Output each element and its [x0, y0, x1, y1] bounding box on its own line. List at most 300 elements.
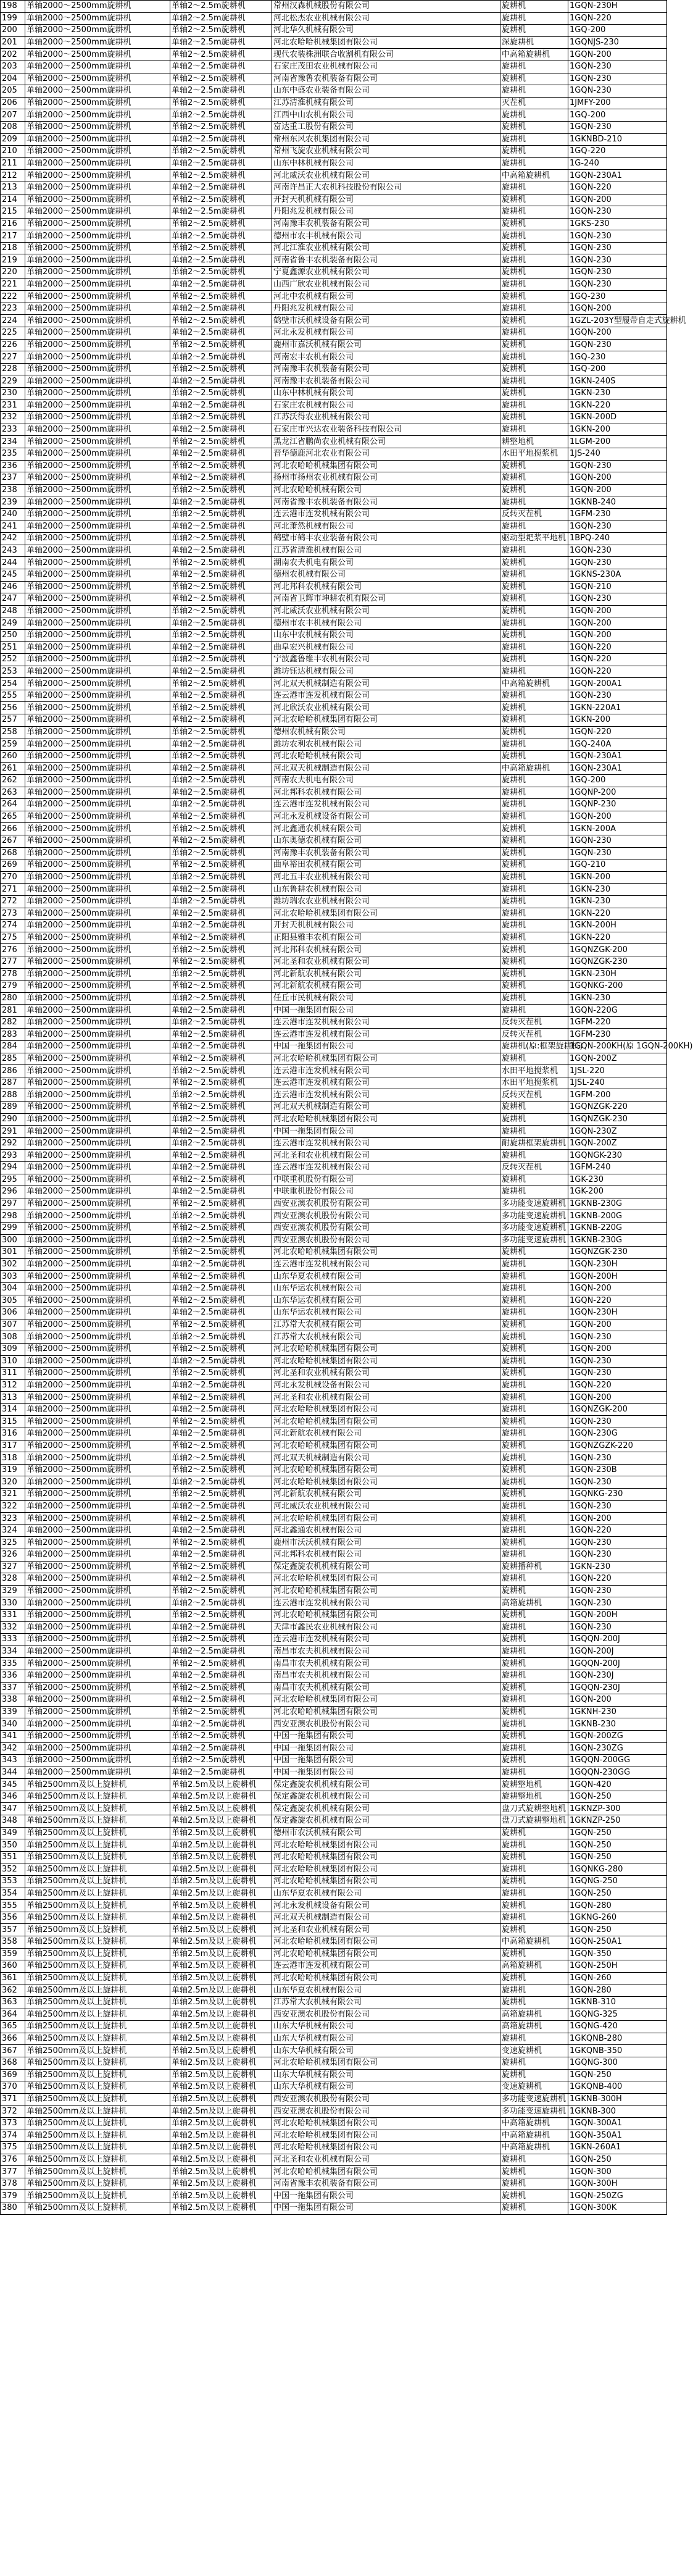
product-name-cell: 旋耕机: [500, 593, 568, 606]
model-cell: 1GQN-230J: [568, 1670, 667, 1682]
row-number-cell: 377: [1, 2166, 25, 2178]
model-cell: 1GFM-240: [568, 1162, 667, 1174]
model-cell: 1GQN-230H: [568, 1258, 667, 1271]
row-number-cell: 267: [1, 835, 25, 847]
manufacturer-cell: 山东华运农机械有限公司: [272, 1307, 500, 1319]
sub-category-cell: 单轴2.5m及以上旋耕机: [170, 2130, 272, 2142]
model-cell: 1GQN-200: [568, 194, 667, 206]
item-category-cell: 单轴2500mm及以上旋耕机: [25, 1948, 170, 1960]
model-cell: 1GKN-200: [568, 714, 667, 727]
item-category-cell: 单轴2000～2500mm旋耕机: [25, 1247, 170, 1259]
table-row: [1, 1900, 667, 1912]
manufacturer-cell: 河北农哈哈机械集团有限公司: [272, 1972, 500, 1984]
table-row: [1, 73, 667, 85]
model-cell: 1GQN-230: [568, 278, 667, 291]
item-category-cell: 单轴2000～2500mm旋耕机: [25, 436, 170, 448]
product-name-cell: 旋耕机: [500, 1755, 568, 1767]
manufacturer-cell: 西安亚澳农机股份有限公司: [272, 2106, 500, 2118]
item-category-cell: 单轴2500mm及以上旋耕机: [25, 1827, 170, 1839]
product-name-cell: 旋耕机: [500, 1537, 568, 1549]
product-name-cell: 旋耕机: [500, 1900, 568, 1912]
model-cell: 1GKNB-220G: [568, 1222, 667, 1234]
sub-category-cell: 单轴2～2.5m旋耕机: [170, 811, 272, 823]
manufacturer-cell: 南昌市农夫机机械有限公司: [272, 1670, 500, 1682]
model-cell: 1GQN-250: [568, 1827, 667, 1839]
row-number-cell: 358: [1, 1936, 25, 1949]
sub-category-cell: 单轴2～2.5m旋耕机: [170, 412, 272, 424]
item-category-cell: 单轴2000～2500mm旋耕机: [25, 920, 170, 932]
model-cell: 1GQN-230H: [568, 1, 667, 13]
item-category-cell: 单轴2000～2500mm旋耕机: [25, 787, 170, 799]
product-name-cell: 旋耕机: [500, 1113, 568, 1126]
row-number-cell: 344: [1, 1767, 25, 1779]
manufacturer-cell: 中国一拖集团有限公司: [272, 1041, 500, 1053]
table-row: [1, 1041, 667, 1053]
manufacturer-cell: 山东中农机械有限公司: [272, 629, 500, 642]
product-name-cell: 多功能变速旋耕机: [500, 2106, 568, 2118]
row-number-cell: 299: [1, 1222, 25, 1234]
sub-category-cell: 单轴2～2.5m旋耕机: [170, 1234, 272, 1247]
product-name-cell: 旋耕机: [500, 775, 568, 787]
model-cell: 1GQQN-230J: [568, 1682, 667, 1694]
row-number-cell: 280: [1, 992, 25, 1005]
table-row: [1, 1476, 667, 1489]
product-name-cell: 旋耕机: [500, 895, 568, 908]
model-cell: 1GQN-250: [568, 1924, 667, 1936]
sub-category-cell: 单轴2～2.5m旋耕机: [170, 1500, 272, 1513]
item-category-cell: 单轴2000～2500mm旋耕机: [25, 97, 170, 109]
manufacturer-cell: 河北农哈哈机械集团有限公司: [272, 1355, 500, 1368]
table-row: [1, 1307, 667, 1319]
product-name-cell: 旋耕机: [500, 859, 568, 872]
table-row: [1, 2130, 667, 2142]
manufacturer-cell: 连云港市连发机械有限公司: [272, 799, 500, 811]
product-name-cell: 旋耕机: [500, 194, 568, 206]
item-category-cell: 单轴2000～2500mm旋耕机: [25, 375, 170, 388]
table-row: [1, 436, 667, 448]
manufacturer-cell: 湖南农夫机电有限公司: [272, 557, 500, 569]
table-row: [1, 1489, 667, 1501]
row-number-cell: 314: [1, 1403, 25, 1416]
item-category-cell: 单轴2000～2500mm旋耕机: [25, 1053, 170, 1065]
row-number-cell: 228: [1, 363, 25, 375]
row-number-cell: 235: [1, 448, 25, 460]
manufacturer-cell: 河北农哈哈机械集团有限公司: [272, 1948, 500, 1960]
table-row: [1, 1524, 667, 1537]
row-number-cell: 247: [1, 593, 25, 606]
product-name-cell: 旋耕机: [500, 738, 568, 751]
sub-category-cell: 单轴2.5m及以上旋耕机: [170, 2081, 272, 2094]
model-cell: 1GKN-220: [568, 399, 667, 412]
row-number-cell: 348: [1, 1815, 25, 1828]
manufacturer-cell: 河南省豫丰农机装备有限公司: [272, 496, 500, 509]
sub-category-cell: 单轴2～2.5m旋耕机: [170, 1428, 272, 1441]
item-category-cell: 单轴2000～2500mm旋耕机: [25, 1464, 170, 1476]
model-cell: 1GQN-200: [568, 1513, 667, 1525]
sub-category-cell: 单轴2～2.5m旋耕机: [170, 702, 272, 714]
sub-category-cell: 单轴2～2.5m旋耕机: [170, 1198, 272, 1210]
sub-category-cell: 单轴2.5m及以上旋耕机: [170, 1803, 272, 1815]
item-category-cell: 单轴2000～2500mm旋耕机: [25, 1440, 170, 1452]
sub-category-cell: 单轴2～2.5m旋耕机: [170, 1476, 272, 1489]
row-number-cell: 229: [1, 375, 25, 388]
manufacturer-cell: 鹿州市嘉沃机械有限公司: [272, 339, 500, 351]
model-cell: 1GQN-230: [568, 1368, 667, 1380]
model-cell: 1GKN-200: [568, 871, 667, 884]
model-cell: 1GQNGK-230: [568, 1150, 667, 1162]
product-name-cell: 旋耕机: [500, 1150, 568, 1162]
item-category-cell: 单轴2000～2500mm旋耕机: [25, 1658, 170, 1670]
sub-category-cell: 单轴2～2.5m旋耕机: [170, 847, 272, 859]
row-number-cell: 364: [1, 2009, 25, 2021]
product-name-cell: 旋耕机: [500, 460, 568, 472]
item-category-cell: 单轴2000～2500mm旋耕机: [25, 1755, 170, 1767]
table-row: [1, 1174, 667, 1186]
item-category-cell: 单轴2000～2500mm旋耕机: [25, 1282, 170, 1295]
sub-category-cell: 单轴2～2.5m旋耕机: [170, 569, 272, 581]
item-category-cell: 单轴2000～2500mm旋耕机: [25, 278, 170, 291]
sub-category-cell: 单轴2～2.5m旋耕机: [170, 388, 272, 400]
row-number-cell: 262: [1, 775, 25, 787]
model-cell: 1GQN-250: [568, 1851, 667, 1863]
product-name-cell: 深旋耕机: [500, 36, 568, 49]
table-row: [1, 629, 667, 642]
sub-category-cell: 单轴2.5m及以上旋耕机: [170, 1924, 272, 1936]
product-name-cell: 旋耕机: [500, 1646, 568, 1658]
product-name-cell: 盘刀式旋耕整地机: [500, 1815, 568, 1828]
manufacturer-cell: 连云港市连发机械有限公司: [272, 1029, 500, 1041]
manufacturer-cell: 连云港市连发机械有限公司: [272, 690, 500, 702]
product-name-cell: 旋耕机: [500, 956, 568, 968]
model-cell: 1GQN-230ZG: [568, 1742, 667, 1755]
row-number-cell: 258: [1, 726, 25, 738]
model-cell: 1GQNJS-230: [568, 36, 667, 49]
table-row: [1, 2117, 667, 2130]
item-category-cell: 单轴2000～2500mm旋耕机: [25, 484, 170, 496]
sub-category-cell: 单轴2～2.5m旋耕机: [170, 1440, 272, 1452]
product-name-cell: 旋耕机: [500, 1295, 568, 1307]
model-cell: 1GQN-200: [568, 484, 667, 496]
product-name-cell: 旋耕机: [500, 1126, 568, 1138]
item-category-cell: 单轴2500mm及以上旋耕机: [25, 1803, 170, 1815]
table-row: [1, 1271, 667, 1283]
model-cell: 1GQN-230: [568, 545, 667, 557]
item-category-cell: 单轴2000～2500mm旋耕机: [25, 460, 170, 472]
sub-category-cell: 单轴2～2.5m旋耕机: [170, 424, 272, 436]
row-number-cell: 301: [1, 1247, 25, 1259]
item-category-cell: 单轴2500mm及以上旋耕机: [25, 2166, 170, 2178]
manufacturer-cell: 河北农哈哈机械有限公司: [272, 750, 500, 763]
model-cell: 1GQN-220G: [568, 1005, 667, 1017]
row-number-cell: 359: [1, 1948, 25, 1960]
model-cell: 1GQNP-230: [568, 799, 667, 811]
row-number-cell: 303: [1, 1271, 25, 1283]
row-number-cell: 227: [1, 351, 25, 364]
product-name-cell: 旋耕机: [500, 315, 568, 327]
table-row: [1, 1452, 667, 1465]
product-name-cell: 旋耕机: [500, 1670, 568, 1682]
manufacturer-cell: 南昌市农夫机机械有限公司: [272, 1658, 500, 1670]
table-row: [1, 1005, 667, 1017]
product-name-cell: 旋耕机: [500, 73, 568, 85]
product-name-cell: 旋耕机: [500, 399, 568, 412]
manufacturer-cell: 潍坊瑞农农业机械有限公司: [272, 895, 500, 908]
table-row: [1, 1888, 667, 1900]
item-category-cell: 单轴2500mm及以上旋耕机: [25, 1996, 170, 2009]
product-name-cell: 旋耕机: [500, 1585, 568, 1597]
sub-category-cell: 单轴2.5m及以上旋耕机: [170, 1996, 272, 2009]
row-number-cell: 231: [1, 399, 25, 412]
manufacturer-cell: 江苏常大农机械有限公司: [272, 1319, 500, 1331]
model-cell: 1GKQNB-400: [568, 2081, 667, 2094]
model-cell: 1GQN-220: [568, 666, 667, 678]
product-name-cell: 旋耕机: [500, 1851, 568, 1863]
item-category-cell: 单轴2000～2500mm旋耕机: [25, 1489, 170, 1501]
sub-category-cell: 单轴2～2.5m旋耕机: [170, 726, 272, 738]
product-name-cell: 旋耕机: [500, 920, 568, 932]
item-category-cell: 单轴2000～2500mm旋耕机: [25, 823, 170, 835]
row-number-cell: 332: [1, 1621, 25, 1634]
item-category-cell: 单轴2000～2500mm旋耕机: [25, 1537, 170, 1549]
table-row: [1, 1016, 667, 1029]
product-name-cell: 旋耕机: [500, 981, 568, 993]
row-number-cell: 335: [1, 1658, 25, 1670]
item-category-cell: 单轴2000～2500mm旋耕机: [25, 1222, 170, 1234]
table-row: [1, 1718, 667, 1731]
model-cell: 1GQN-250: [568, 1791, 667, 1803]
model-cell: 1GQN-200: [568, 629, 667, 642]
product-name-cell: 旋耕机: [500, 1053, 568, 1065]
item-category-cell: 单轴2000～2500mm旋耕机: [25, 1005, 170, 1017]
sub-category-cell: 单轴2～2.5m旋耕机: [170, 1718, 272, 1731]
sub-category-cell: 单轴2～2.5m旋耕机: [170, 799, 272, 811]
item-category-cell: 单轴2000～2500mm旋耕机: [25, 1549, 170, 1562]
model-cell: 1GQN-300A1: [568, 2117, 667, 2130]
item-category-cell: 单轴2000～2500mm旋耕机: [25, 291, 170, 303]
sub-category-cell: 单轴2～2.5m旋耕机: [170, 1682, 272, 1694]
product-name-cell: 旋耕机: [500, 412, 568, 424]
sub-category-cell: 单轴2～2.5m旋耕机: [170, 1247, 272, 1259]
model-cell: 1GQ-230: [568, 291, 667, 303]
manufacturer-cell: 河北鑫通农机械有限公司: [272, 823, 500, 835]
manufacturer-cell: 中国一拖集团有限公司: [272, 1126, 500, 1138]
model-cell: 1GQN-200: [568, 605, 667, 617]
item-category-cell: 单轴2000～2500mm旋耕机: [25, 847, 170, 859]
manufacturer-cell: 山东华夏农机械有限公司: [272, 1984, 500, 1997]
row-number-cell: 304: [1, 1282, 25, 1295]
model-cell: 1GQN-220: [568, 726, 667, 738]
product-name-cell: 变速旋耕机: [500, 2045, 568, 2057]
row-number-cell: 244: [1, 557, 25, 569]
table-row: [1, 303, 667, 315]
item-category-cell: 单轴2000～2500mm旋耕机: [25, 351, 170, 364]
item-category-cell: 单轴2000～2500mm旋耕机: [25, 1126, 170, 1138]
item-category-cell: 单轴2000～2500mm旋耕机: [25, 1029, 170, 1041]
table-row: [1, 1295, 667, 1307]
table-row: [1, 121, 667, 133]
item-category-cell: 单轴2000～2500mm旋耕机: [25, 811, 170, 823]
model-cell: 1GQN-230: [568, 1597, 667, 1610]
manufacturer-cell: 山东中盛农业装备有限公司: [272, 85, 500, 98]
item-category-cell: 单轴2000～2500mm旋耕机: [25, 1524, 170, 1537]
item-category-cell: 单轴2000～2500mm旋耕机: [25, 1742, 170, 1755]
table-row: [1, 363, 667, 375]
row-number-cell: 205: [1, 85, 25, 98]
model-cell: 1GQN-200: [568, 811, 667, 823]
model-cell: 1GQN-220: [568, 654, 667, 666]
sub-category-cell: 单轴2.5m及以上旋耕机: [170, 1900, 272, 1912]
table-row: [1, 1392, 667, 1404]
model-cell: 1GQNP-200: [568, 787, 667, 799]
table-row: [1, 654, 667, 666]
manufacturer-cell: 潍坊钰达机械有限公司: [272, 666, 500, 678]
row-number-cell: 252: [1, 654, 25, 666]
item-category-cell: 单轴2500mm及以上旋耕机: [25, 2202, 170, 2215]
sub-category-cell: 单轴2～2.5m旋耕机: [170, 1537, 272, 1549]
manufacturer-cell: 任丘市民机械有限公司: [272, 992, 500, 1005]
product-name-cell: 高箱旋耕机: [500, 1597, 568, 1610]
table-row: [1, 1609, 667, 1621]
row-number-cell: 217: [1, 230, 25, 243]
manufacturer-cell: 河北新航农机械有限公司: [272, 1428, 500, 1441]
item-category-cell: 单轴2500mm及以上旋耕机: [25, 1912, 170, 1924]
model-cell: 1GQN-250H: [568, 1960, 667, 1973]
model-cell: 1GQN-200: [568, 472, 667, 485]
table-row: [1, 2093, 667, 2106]
item-category-cell: 单轴2500mm及以上旋耕机: [25, 1815, 170, 1828]
model-cell: 1GQNG-300: [568, 2057, 667, 2069]
manufacturer-cell: 河北农哈哈机械集团有限公司: [272, 2057, 500, 2069]
item-category-cell: 单轴2500mm及以上旋耕机: [25, 1936, 170, 1949]
manufacturer-cell: 山东中林机械有限公司: [272, 388, 500, 400]
item-category-cell: 单轴2000～2500mm旋耕机: [25, 206, 170, 219]
manufacturer-cell: 潍坊农利农机械有限公司: [272, 738, 500, 751]
row-number-cell: 371: [1, 2093, 25, 2106]
row-number-cell: 339: [1, 1706, 25, 1718]
model-cell: 1GKN-200H: [568, 920, 667, 932]
table-row: [1, 1331, 667, 1344]
table-row: [1, 666, 667, 678]
table-row: [1, 1767, 667, 1779]
sub-category-cell: 单轴2.5m及以上旋耕机: [170, 1851, 272, 1863]
manufacturer-cell: 河南豫丰农机装备有限公司: [272, 218, 500, 230]
row-number-cell: 373: [1, 2117, 25, 2130]
product-name-cell: 旋耕机: [500, 230, 568, 243]
sub-category-cell: 单轴2～2.5m旋耕机: [170, 363, 272, 375]
manufacturer-cell: 河北农哈哈机械集团有限公司: [272, 1863, 500, 1876]
table-row: [1, 1355, 667, 1368]
product-name-cell: 旋耕机: [500, 642, 568, 654]
manufacturer-cell: 鹿州市沃沃机械有限公司: [272, 1537, 500, 1549]
row-number-cell: 209: [1, 133, 25, 146]
table-body: [1, 1, 693, 2215]
sub-category-cell: 单轴2～2.5m旋耕机: [170, 859, 272, 872]
row-number-cell: 276: [1, 944, 25, 956]
product-name-cell: 旋耕机: [500, 1440, 568, 1452]
item-category-cell: 单轴2000～2500mm旋耕机: [25, 109, 170, 122]
model-cell: 1GK-230: [568, 1174, 667, 1186]
manufacturer-cell: 德州市农丰机械有限公司: [272, 617, 500, 630]
model-cell: 1GQ-210: [568, 859, 667, 872]
product-name-cell: 反转灭茬机: [500, 508, 568, 521]
table-row: [1, 388, 667, 400]
item-category-cell: 单轴2000～2500mm旋耕机: [25, 1573, 170, 1586]
product-name-cell: 旋耕机: [500, 1416, 568, 1428]
item-category-cell: 单轴2000～2500mm旋耕机: [25, 1561, 170, 1573]
item-category-cell: 单轴2500mm及以上旋耕机: [25, 1779, 170, 1791]
row-number-cell: 266: [1, 823, 25, 835]
sub-category-cell: 单轴2～2.5m旋耕机: [170, 49, 272, 61]
product-name-cell: 旋耕机: [500, 1524, 568, 1537]
model-cell: 1GKNBD-210: [568, 133, 667, 146]
table-row: [1, 1282, 667, 1295]
sub-category-cell: 单轴2～2.5m旋耕机: [170, 1113, 272, 1126]
model-cell: 1GKNB-230G: [568, 1234, 667, 1247]
table-row: [1, 835, 667, 847]
table-row: [1, 1403, 667, 1416]
manufacturer-cell: 石家庄市兴达农业装备科技有限公司: [272, 424, 500, 436]
row-number-cell: 366: [1, 2033, 25, 2045]
manufacturer-cell: 南昌市农夫机机械有限公司: [272, 1646, 500, 1658]
sub-category-cell: 单轴2～2.5m旋耕机: [170, 436, 272, 448]
manufacturer-cell: 山东鲁耕农机械有限公司: [272, 884, 500, 896]
row-number-cell: 249: [1, 617, 25, 630]
model-cell: 1GQN-220: [568, 1379, 667, 1392]
item-category-cell: 单轴2000～2500mm旋耕机: [25, 968, 170, 981]
row-number-cell: 372: [1, 2106, 25, 2118]
product-name-cell: 旋耕机: [500, 1767, 568, 1779]
sub-category-cell: 单轴2～2.5m旋耕机: [170, 12, 272, 25]
sub-category-cell: 单轴2～2.5m旋耕机: [170, 533, 272, 545]
sub-category-cell: 单轴2～2.5m旋耕机: [170, 315, 272, 327]
row-number-cell: 338: [1, 1694, 25, 1707]
product-name-cell: 旋耕机: [500, 388, 568, 400]
item-category-cell: 单轴2500mm及以上旋耕机: [25, 2045, 170, 2057]
item-category-cell: 单轴2000～2500mm旋耕机: [25, 1730, 170, 1742]
product-name-cell: 旋耕机: [500, 1102, 568, 1114]
item-category-cell: 单轴2000～2500mm旋耕机: [25, 871, 170, 884]
sub-category-cell: 单轴2.5m及以上旋耕机: [170, 1948, 272, 1960]
sub-category-cell: 单轴2～2.5m旋耕机: [170, 593, 272, 606]
sub-category-cell: 单轴2～2.5m旋耕机: [170, 1621, 272, 1634]
manufacturer-cell: 河北圣和农业机械有限公司: [272, 1392, 500, 1404]
model-cell: 1GKNG-260: [568, 1912, 667, 1924]
item-category-cell: 单轴2500mm及以上旋耕机: [25, 1888, 170, 1900]
manufacturer-cell: 河北永发机械有限公司: [272, 327, 500, 340]
table-row: [1, 1162, 667, 1174]
item-category-cell: 单轴2500mm及以上旋耕机: [25, 1924, 170, 1936]
manufacturer-cell: 河北农哈哈机械集团有限公司: [272, 1936, 500, 1949]
sub-category-cell: 单轴2～2.5m旋耕机: [170, 1755, 272, 1767]
product-name-cell: 旋耕机: [500, 85, 568, 98]
product-name-cell: 旋耕机: [500, 1355, 568, 1368]
item-category-cell: 单轴2000～2500mm旋耕机: [25, 496, 170, 509]
manufacturer-cell: 曲阜宏兴机械有限公司: [272, 642, 500, 654]
product-name-cell: 旋耕机: [500, 254, 568, 267]
product-name-cell: 旋耕机: [500, 1392, 568, 1404]
item-category-cell: 单轴2000～2500mm旋耕机: [25, 424, 170, 436]
model-cell: 1GQN-230: [568, 1537, 667, 1549]
table-row: [1, 1621, 667, 1634]
table-row: [1, 1137, 667, 1150]
table-row: [1, 787, 667, 799]
item-category-cell: 单轴2000～2500mm旋耕机: [25, 339, 170, 351]
item-category-cell: 单轴2000～2500mm旋耕机: [25, 944, 170, 956]
manufacturer-cell: 江苏清淮机械有限公司: [272, 97, 500, 109]
table-row: [1, 1247, 667, 1259]
manufacturer-cell: 河南省豫鲁农机装备有限公司: [272, 73, 500, 85]
manufacturer-cell: 连云港市连发机械有限公司: [272, 1077, 500, 1089]
